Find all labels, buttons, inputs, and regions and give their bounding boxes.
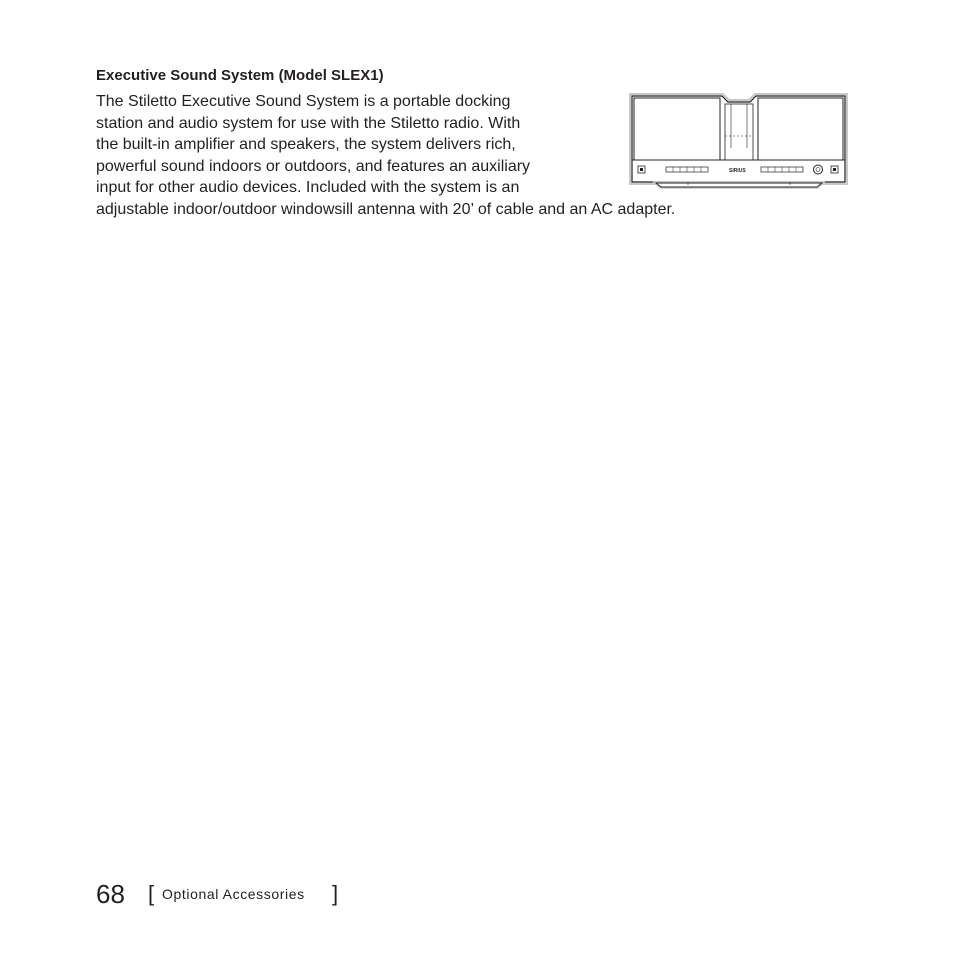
paragraph-line: The Stiletto Executive Sound System is a portable docking xyxy=(96,93,511,110)
section-heading: Executive Sound System (Model SLEX1) xyxy=(96,67,384,84)
page-number: 68 xyxy=(96,879,125,909)
paragraph-line: the built-in amplifier and speakers, the system delivers rich, xyxy=(96,136,516,153)
paragraph-line: station and audio system for use with the Stiletto radio. With xyxy=(96,115,521,132)
bracket-open: [ xyxy=(148,881,155,906)
paragraph-line: powerful sound indoors or outdoors, and features an auxiliary xyxy=(96,158,531,175)
section-name: Optional Accessories xyxy=(162,886,305,902)
paragraph-line: adjustable indoor/outdoor windowsill antenna with 20’ of cable and an AC adapter. xyxy=(96,201,676,218)
paragraph-line: input for other audio devices. Included with the system is an xyxy=(96,179,520,196)
svg-text:SIRIUS: SIRIUS xyxy=(729,168,746,174)
bracket-close: ] xyxy=(332,881,339,906)
sound-system-illustration-icon xyxy=(628,92,850,198)
